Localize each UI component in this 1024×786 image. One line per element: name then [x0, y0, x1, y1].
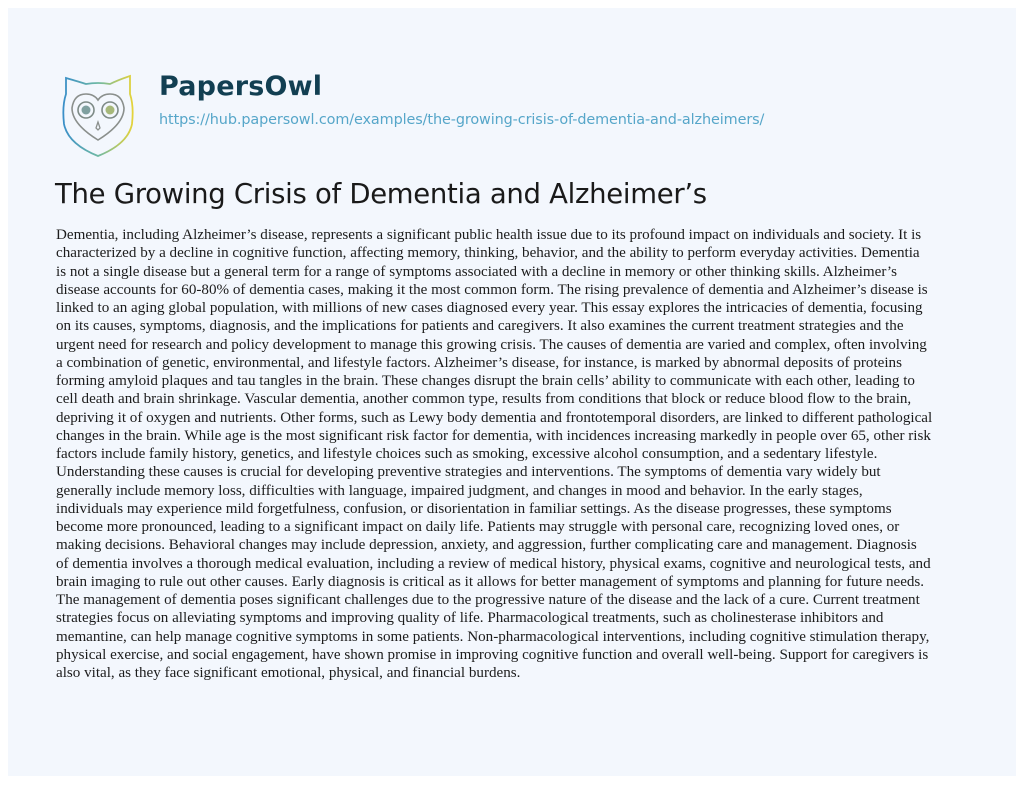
brand-name[interactable]: PapersOwl [159, 71, 323, 102]
body-line: individuals may experience mild forgetfulness, confusion, or disorientation in familiar settings. As the disease progresses, these symptoms [56, 500, 892, 517]
document-body [56, 226, 986, 682]
body-line: also vital, as they face significant emotional, physical, and financial burdens. [56, 665, 521, 681]
body-line: generally include memory loss, difficulties with language, impaired judgment, and changes in mood and behavior. In the early stages, [56, 482, 863, 499]
brand [159, 68, 764, 131]
body-line: cell death and brain shrinkage. Vascular dementia, another common type, results from conditions that block or reduce blood flow to the brain, [56, 391, 912, 408]
body-line: physical exercise, and social engagement, have shown promise in improving cognitive function and overall well-being. Support for caregivers is [56, 646, 929, 663]
body-line: of dementia involves a thorough medical evaluation, including a review of medical history, physical exams, cognitive and neurological tests, and [56, 555, 931, 572]
body-line: forming amyloid plaques and tau tangles in the brain. These changes disrupt the brain cells’ ability to communicate with each other, leading to [56, 373, 915, 389]
body-line: is not a single disease but a general term for a range of symptoms associated with a decline in memory or other thinking skills. Alzheimer’s [56, 263, 897, 280]
body-line: become more pronounced, leading to a significant impact on daily life. Patients may struggle with personal care, recognizing loved ones, or [56, 519, 900, 535]
body-line: Understanding these causes is crucial for developing preventive strategies and interventions. The symptoms of dementia vary widely but [56, 464, 881, 481]
owl-icon [58, 72, 138, 158]
body-line: disease accounts for 60-80% of dementia cases, making it the most common form. The rising prevalence of dementia and Alzheimer’s disease is [56, 281, 928, 298]
body-line: a combination of genetic, environmental, and lifestyle factors. Alzheimer’s disease, for instance, is marked by abnormal deposits of proteins [56, 354, 902, 371]
body-line: The management of dementia poses significant challenges due to the progressive nature of the disease and the lack of a cure. Current treatment [56, 592, 920, 608]
body-line: factors include family history, genetics, and lifestyle choices such as smoking, excessive alcohol consumption, and a sedentary lifestyle. [56, 446, 878, 462]
body-line: on its causes, symptoms, diagnosis, and the implications for patients and caregivers. It also examines the current treatment strategies and the [56, 318, 904, 335]
body-line: urgent need for research and policy development to manage this growing crisis. The causes of dementia are varied and complex, often involving [56, 336, 927, 353]
body-line: brain imaging to rule out other causes. Early diagnosis is critical as it allows for better management of symptoms and planning for future needs. [56, 573, 925, 590]
body-line: strategies focus on alleviating symptoms and improving quality of life. Pharmacological treatments, such as cholinesterase inhibitors and [56, 610, 884, 627]
body-line: changes in the brain. While age is the most significant risk factor for dementia, with incidences increasing markedly in people over 65, other risk [56, 427, 931, 444]
body-line: depriving it of oxygen and nutrients. Other forms, such as Lewy body dementia and frontotemporal disorders, are linked to different pathological [56, 409, 933, 426]
body-line: memantine, can help manage cognitive symptoms in some patients. Non-pharmacological interventions, including cognitive stimulation therapy, [56, 628, 930, 645]
body-line: making decisions. Behavioral changes may include depression, anxiety, and aggression, further complicating care and management. Diagnosis [56, 537, 917, 554]
document-card [8, 8, 1016, 776]
body-line: characterized by a decline in cognitive function, affecting memory, thinking, behavior, and the ability to perform everyday activities. Dementia [56, 245, 920, 262]
body-line: Dementia, including Alzheimer’s disease, represents a significant public health issue due to its profound impact on individuals and society. It is [56, 227, 922, 243]
site-header [58, 68, 764, 158]
source-url-link[interactable]: https://hub.papersowl.com/examples/the-growing-crisis-of-dementia-and-alzheimers/ [159, 112, 765, 128]
body-line: linked to an aging global population, with millions of new cases diagnosed every year. This essay explores the intricacies of dementia, focusing [56, 300, 923, 316]
document-title: The Growing Crisis of Dementia and Alzheimer’s [55, 178, 707, 210]
